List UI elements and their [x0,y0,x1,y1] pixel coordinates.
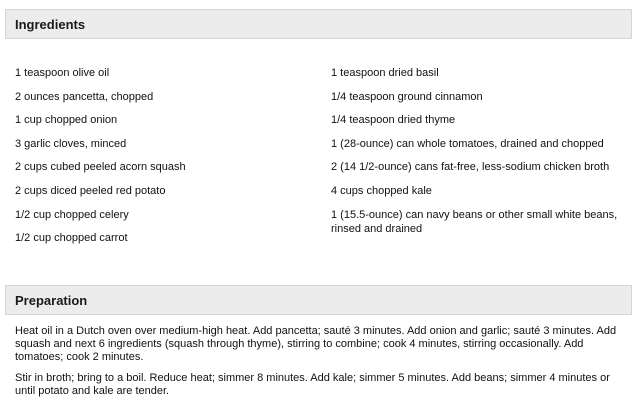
ingredient-item: 1/2 cup chopped carrot [15,232,128,245]
ingredient-item: 1/2 cup chopped celery [15,208,129,221]
ingredient-item: 1 (15.5-ounce) can navy beans or other small white beans, rinsed and drained [331,208,618,235]
ingredient-item: 1 cup chopped onion [15,114,118,127]
ingredients-title: Ingredients [15,17,86,32]
ingredient-item: 4 cups chopped kale [331,184,432,197]
ingredients-list-left [15,66,315,255]
ingredient-item: 2 cups diced peeled red potato [15,184,166,197]
ingredient-item: 2 cups cubed peeled acorn squash [15,161,186,174]
preparation-header [5,285,632,315]
ingredient-item: 2 (14 1/2-ounce) cans fat-free, less-sodium chicken broth [331,161,610,174]
preparation-title: Preparation [15,293,88,308]
ingredient-item: 1/4 teaspoon dried thyme [331,114,456,127]
ingredient-item: 1 (28-ounce) can whole tomatoes, drained and chopped [331,137,604,150]
ingredient-item: 1 teaspoon olive oil [15,67,110,79]
preparation-step: Heat oil in a Dutch oven over medium-high heat. Add pancetta; sauté 3 minutes. Add onion and garlic; sauté 3 minutes. Add squash and next 6 ingredients (squash through thyme), stirring to combine; cook 4 minutes, stirring occasionally. Add tomatoes; cook 2 minutes. [15,325,617,363]
ingredients-header [5,9,632,39]
ingredient-item: 2 ounces pancetta, chopped [15,90,154,103]
ingredient-item: 1/4 teaspoon ground cinnamon [331,90,483,103]
ingredient-item: 3 garlic cloves, minced [15,137,127,150]
ingredients-list-right [331,66,623,245]
ingredient-item: 1 teaspoon dried basil [331,67,439,79]
preparation-step: Stir in broth; bring to a boil. Reduce heat; simmer 8 minutes. Add kale; simmer 5 minutes. Add beans; simmer 4 minutes or until potato and kale are tender. [15,372,610,397]
